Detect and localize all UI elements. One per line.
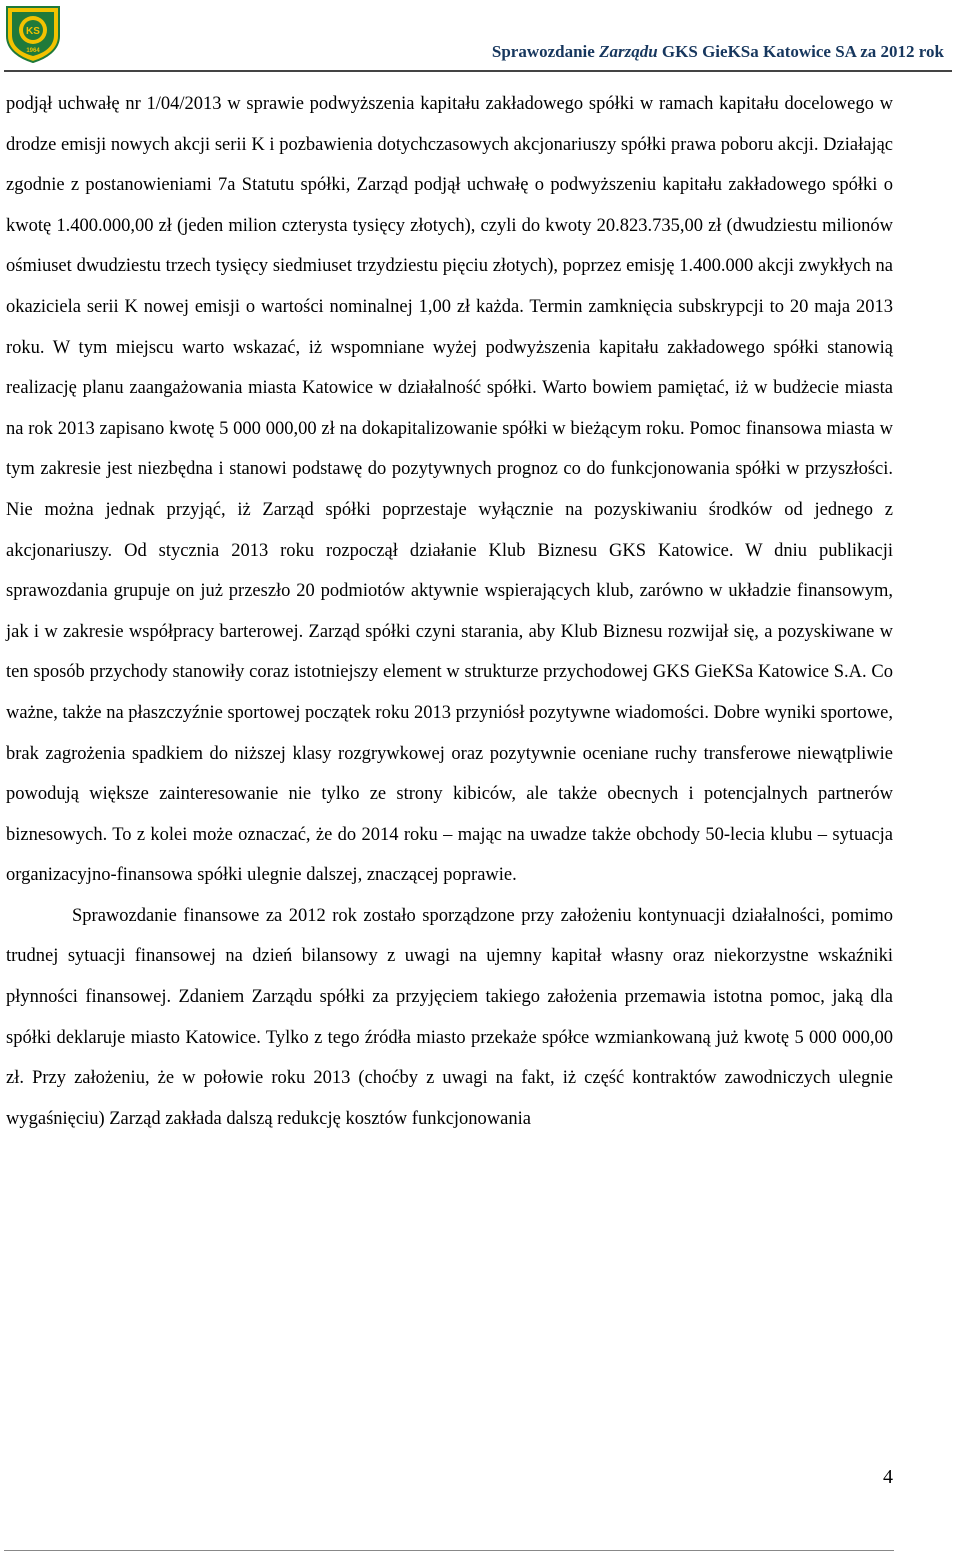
page-header xyxy=(0,0,960,72)
title-part-2: GKS GieKSa Katowice SA za 2012 rok xyxy=(657,42,944,61)
logo-year: 1964 xyxy=(26,48,40,54)
club-crest-logo xyxy=(4,4,62,64)
document-title xyxy=(492,42,944,62)
logo-letters: KS xyxy=(26,26,40,37)
body-paragraph-1: podjął uchwałę nr 1/04/2013 w sprawie podwyższenia kapitału zakładowego spółki w ramach kapitału docelowego w drodze emisji nowych akcji serii K i pozbawienia dotychczasowych akcjonariuszy spółki prawa poboru akcji. Działając zgodnie z postanowieniami 7a Statutu spółki, Zarząd podjął uchwałę o podwyższeniu kapitału zakładowego spółki o kwotę 1.400.000,00 zł (jeden milion czterysta tysięcy złotych), czyli do kwoty 20.823.735,00 zł (dwudziestu milionów ośmiuset dwudziestu trzech tysięcy siedmiuset trzydziestu pięciu złotych), poprzez emisję 1.400.000 akcji zwykłych na okaziciela serii K nowej emisji o wartości nominalnej 1,00 zł każda. Termin zamknięcia subskrypcji to 20 maja 2013 roku. W tym miejscu warto wskazać, iż wspomniane wyżej podwyższenia kapitału zakładowego spółki stanowią realizację planu zaangażowania miasta Katowice w działalność spółki. Warto bowiem pamiętać, iż w budżecie miasta na rok 2013 zapisano kwotę 5 000 000,00 zł na dokapitalizowanie spółki w bieżącym roku. Pomoc finansowa miasta w tym zakresie jest niezbędna i stanowi podstawę do pozytywnych prognoz co do funkcjonowania spółki w przyszłości. Nie można jednak przyjąć, iż Zarząd spółki poprzestaje wyłącznie na pozyskiwaniu środków od jednego z akcjonariuszy. Od stycznia 2013 roku rozpoczął działanie Klub Biznesu GKS Katowice. W dniu publikacji sprawozdania grupuje on już przeszło 20 podmiotów aktywnie wspierających klub, zarówno w układzie finansowym, jak i w zakresie współpracy barterowej. Zarząd spółki czyni starania, aby Klub Biznesu rozwijał się, a pozyskiwane w ten sposób przychody stanowiły coraz istotniejszy element w strukturze przychodowej GKS GieKSa Katowice S.A. Co ważne, także na płaszczyźnie sportowej początek roku 2013 przyniósł pozytywne wiadomości. Dobre wyniki sportowe, brak zagrożenia spadkiem do niższej klasy rozgrywkowej oraz pozytywnie oceniane ruchy transferowe niewątpliwie powodują większe zainteresowanie nie tylko ze strony kibiców, ale także obecnych i potencjalnych partnerów biznesowych. To z kolei może oznaczać, że do 2014 roku – mając na uwadze także obchody 50-lecia klubu – sytuacja organizacyjno-finansowa spółki ulegnie dalszej, znaczącej poprawie. xyxy=(6,94,893,886)
document-body xyxy=(6,84,893,1139)
footer-divider xyxy=(4,1550,894,1551)
title-italic-word: Zarządu xyxy=(599,42,658,61)
page-number: 4 xyxy=(883,1466,893,1488)
title-part-1: Sprawozdanie xyxy=(491,42,600,61)
header-divider xyxy=(4,70,952,72)
body-paragraph-2: Sprawozdanie finansowe za 2012 rok zostało sporządzone przy założeniu kontynuacji działalności, pomimo trudnej sytuacji finansowej na dzień bilansowy z uwagi na ujemny kapitał własny oraz niekorzystne wskaźniki płynności finansowej. Zdaniem Zarządu spółki za przyjęciem takiego założenia przemawia istotna pomoc, jaką dla spółki deklaruje miasto Katowice. Tylko z tego źródła miasto przekaże spółce wzmiankowaną już kwotę 5 000 000,00 zł. Przy założeniu, że w połowie roku 2013 (choćby z uwagi na fakt, iż część kontraktów zawodniczych ulegnie wygaśnięciu) Zarząd zakłada dalszą redukcję kosztów funkcjonowania xyxy=(6,905,893,1129)
